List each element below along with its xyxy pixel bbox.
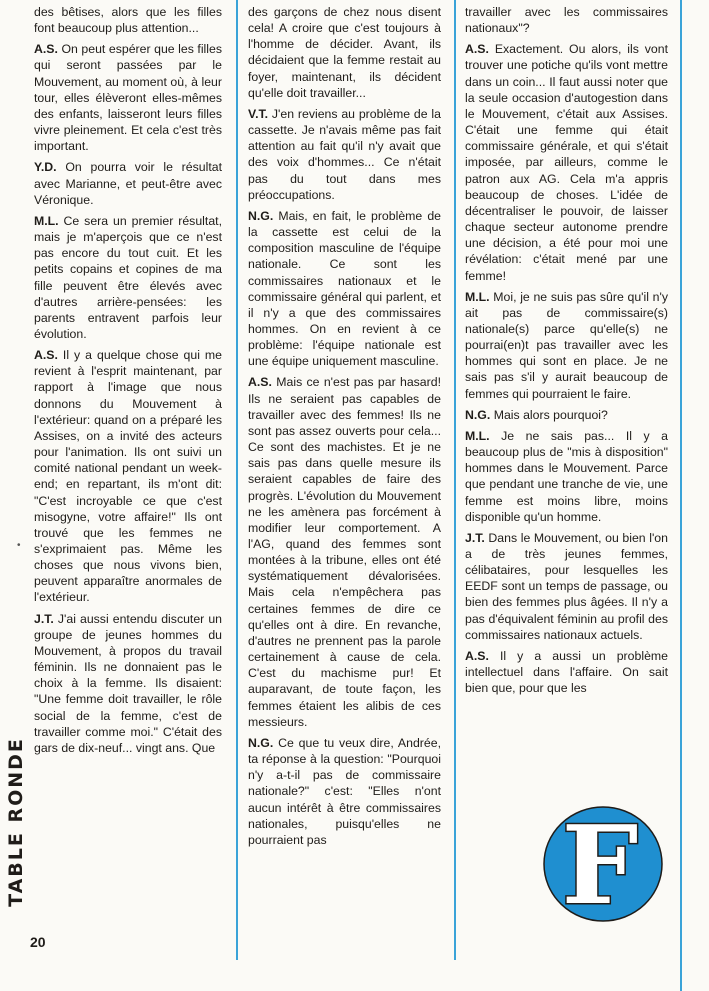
paragraph-text: On peut espérer que les filles qui seront passées par le Mouvement, au moment où, à leur tour, elles élèveront elles-mêmes des enfants, laisseront leurs filles vivre pleinement. Et cela c'est très important. xyxy=(34,42,223,154)
column-rule-middle xyxy=(454,0,456,960)
speaker-initials: A.S. xyxy=(248,375,272,390)
section-title-vertical: TABLE RONDE xyxy=(5,737,27,907)
paragraph-text: On pourra voir le résultat avec Marianne, et peut-être avec Véronique. xyxy=(34,160,223,207)
paragraph xyxy=(34,611,222,756)
paragraph-text: Moi, je ne suis pas sûre qu'il n'y ait pas de commissaire(s) nationale(s) parce qu'elle(s) ne pourrai(en)t pas travailler avec les hommes qui sont en place. Je ne sais pas s'il y aurait beaucoup de femmes qui pourraient le faire. xyxy=(465,289,668,401)
text-column-3 xyxy=(465,4,668,701)
paragraph xyxy=(465,41,668,283)
margin-mark: • xyxy=(17,540,21,551)
text-column-2 xyxy=(248,4,441,853)
speaker-initials: M.L. xyxy=(465,428,490,443)
paragraph xyxy=(34,4,222,36)
column-rule-left xyxy=(236,0,238,960)
paragraph-text: Exactement. Ou alors, ils vont trouver une potiche qu'ils vont mettre dans un coin... Il faut aussi noter que la seule occasion d'autogestion dans le Mouvement, c'était aux Assises. C'était une femme qui était commissaire générale, et qui s'était imposée, par ailleurs, comme le patron aux AG. Cela m'a appris beaucoup de choses. L'idée de décentraliser le pouvoir, de laisser chaque secteur autonome prendre une décision, a été pour moi une révélation: c'était mené par une femme! xyxy=(465,42,669,283)
speaker-initials: M.L. xyxy=(34,213,59,228)
speaker-initials: J.T. xyxy=(465,530,485,545)
paragraph-text: Mais ce n'est pas par hasard! Ils ne seraient pas capables de travailler avec des femmes! Ils ne sont pas assez ouverts pour cela... Ce sont des machistes. Et je ne sais pas dans quelle mesure ils seraient capables de faire des progrès. L'évolution du Mouvement ne les amènera pas forcément à modifier leur comportement. A l'AG, quand des femmes sont montées à la tribune, elles ont été systématiquement dévalorisées. Mais cela n'empêchera pas certaines femmes de dire ce qu'elles ont à dire. En revanche, d'autres ne prennent pas la parole certainement à cause de cela. C'est du machisme pur! Et auparavant, de toute façon, les femmes étaient les alibis de ces messieurs. xyxy=(248,375,441,729)
paragraph-text: des garçons de chez nous disent cela! A croire que c'est toujours à l'homme de décider. Avant, ils décidaient que la femme restait au foyer, maintenant, ils décident qu'elle doit travailler... xyxy=(248,5,441,100)
paragraph xyxy=(465,4,668,36)
paragraph-text: Dans le Mouvement, ou bien l'on a de très jeunes femmes, célibataires, pour lesquelles les EEDF sont un temps de passage, ou bien des femmes plus âgées. Il n'y a pas d'équivalent féminin au profil des commissaires nationaux actuels. xyxy=(465,530,668,642)
paragraph-text: J'en reviens au problème de la cassette. Je n'avais même pas fait attention au fait qu'il n'y avait que des voix d'hommes... Ce n'était pas du tout dans mes préoccupations. xyxy=(248,106,441,202)
paragraph xyxy=(465,289,668,402)
speaker-initials: J.T. xyxy=(34,611,54,626)
paragraph xyxy=(34,347,222,606)
paragraph-text: travailler avec les commissaires nationaux"? xyxy=(465,5,668,36)
page-number: 20 xyxy=(30,934,46,950)
paragraph-text: Il y a aussi un problème intellectuel dans l'affaire. On sait bien que, pour que les xyxy=(465,648,668,696)
paragraph xyxy=(465,407,668,423)
paragraph-text: Ce sera un premier résultat, mais je m'aperçois que ce n'est pas encore du tout cuit. Et les petits copains et copines de ma fille peuvent être élevés avec d'autres arrière-pensées: les parents entravent parfois leur évolution. xyxy=(34,213,222,341)
paragraph xyxy=(465,530,668,643)
paragraph-text: Mais, en fait, le problème de la cassette est celui de la composition masculine de l'équipe nationale. Ce sont les commissaires nationaux et le commissaire général qui parlent, et il n'y a que des commissaires hommes. On en revient à ce problème: l'équipe nationale est une équipe uniquement masculine. xyxy=(248,208,441,369)
f-logo-badge xyxy=(542,805,664,923)
speaker-initials: A.S. xyxy=(465,42,489,57)
paragraph xyxy=(34,213,222,342)
speaker-initials: M.L. xyxy=(465,289,490,304)
speaker-initials: Y.D. xyxy=(34,160,57,175)
speaker-initials: N.G. xyxy=(248,735,274,750)
paragraph xyxy=(248,4,441,101)
column-rule-right xyxy=(680,0,682,991)
paragraph xyxy=(34,159,222,207)
speaker-initials: N.G. xyxy=(465,407,491,422)
speaker-initials: A.S. xyxy=(465,648,489,663)
paragraph xyxy=(248,735,441,848)
paragraph-text: Ce que tu veux dire, Andrée, ta réponse à la question: "Pourquoi n'y a-t-il pas de commissaire nationale?" c'est: "Elles n'ont aucun intérêt à être commissaires nationales, puisqu'elles ne pourraient pas xyxy=(248,735,441,847)
speaker-initials: V.T. xyxy=(248,106,269,121)
speaker-initials: A.S. xyxy=(34,42,58,57)
paragraph xyxy=(248,374,441,729)
paragraph xyxy=(465,428,668,525)
logo-letter: F xyxy=(561,805,639,923)
paragraph-text: Mais alors pourquoi? xyxy=(493,407,608,422)
f-logo-icon xyxy=(542,805,664,923)
speaker-initials: A.S. xyxy=(34,348,58,363)
paragraph-text: Il y a quelque chose qui me revient à l'esprit maintenant, par rapport à l'image que nous donnons du Mouvement à l'extérieur: quand on a préparé les Assises, on a invité des acteurs pour l'animation. Ils ont suivi un comité national pendant un week-end; en repartant, ils m'ont dit: "C'est incroyable ce que c'est misogyne, votre affaire!" Ils ont trouvé que les femmes ne s'exprimaient pas. Même les choses que nous vivons bien, peuvent apparaître anormales de l'extérieur. xyxy=(34,348,222,605)
text-column-1 xyxy=(34,4,222,761)
paragraph-text: J'ai aussi entendu discuter un groupe de jeunes hommes du Mouvement, à propos du travail féminin. Ils ne donnaient pas le choix à la femme. Ils disaient: "Une femme doit travailler, le rôle social de la femme, c'est de travailler comme moi." C'était des gars de dix-neuf... vingt ans. Que xyxy=(34,611,222,755)
paragraph-text: des bêtises, alors que les filles font beaucoup plus attention... xyxy=(34,5,222,36)
paragraph xyxy=(248,106,441,203)
paragraph xyxy=(34,41,222,154)
speaker-initials: N.G. xyxy=(248,208,274,223)
paragraph xyxy=(465,648,668,696)
paragraph xyxy=(248,208,441,370)
paragraph-text: Je ne sais pas... Il y a beaucoup plus de "mis à disposition" hommes dans le Mouvement. Parce que pendant une tranche de vie, une femme est moins libre, moins disponible qu'un homme. xyxy=(465,428,668,524)
